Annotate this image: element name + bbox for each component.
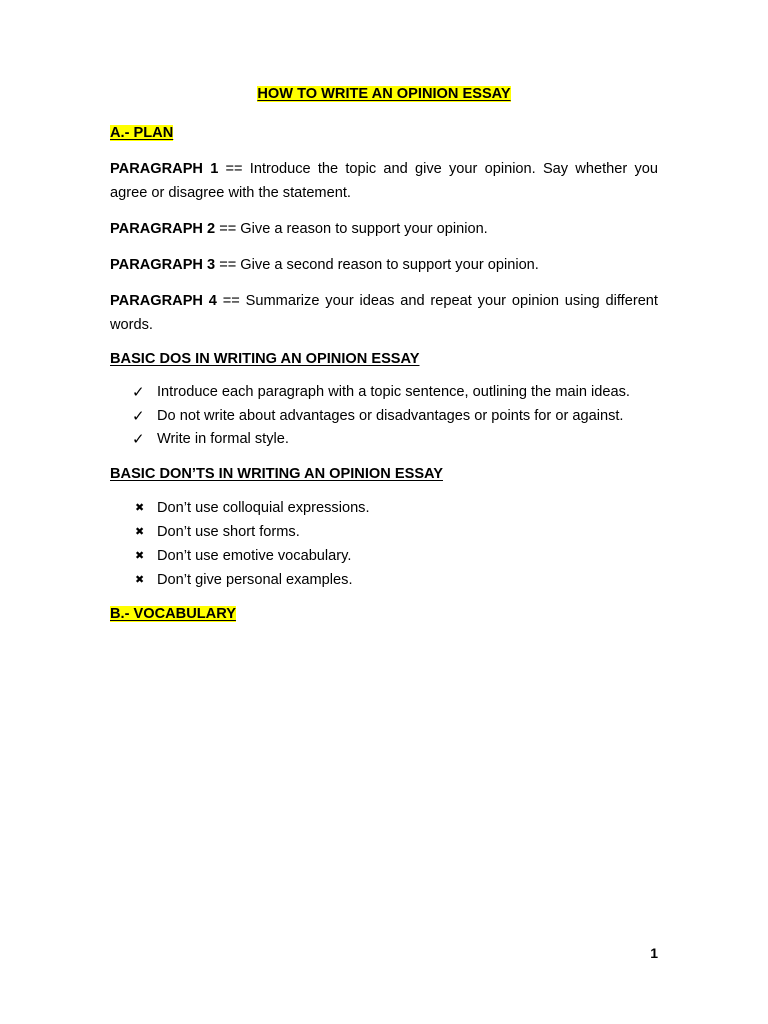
paragraph-2-instruction	[110, 217, 658, 241]
dos-item-text: Do not write about advantages or disadvantages or points for or against.	[157, 407, 624, 424]
paragraph-3-instruction	[110, 253, 658, 277]
donts-heading: BASIC DON’TS IN WRITING AN OPINION ESSAY	[110, 465, 443, 482]
cross-mark-icon: ✖	[135, 572, 145, 586]
page-number: 1	[650, 945, 658, 961]
paragraph-1-instruction	[110, 157, 658, 205]
list-item	[110, 520, 658, 544]
document-body	[110, 86, 658, 638]
list-item	[110, 405, 658, 429]
list-item	[110, 381, 658, 405]
dos-item-text: Introduce each paragraph with a topic sentence, outlining the main ideas.	[157, 384, 630, 400]
donts-item-text: Don’t use emotive vocabulary.	[157, 547, 352, 564]
donts-item-text: Don’t give personal examples.	[157, 571, 353, 588]
paragraph-2-text: == Give a reason to support your opinion.	[215, 221, 488, 237]
list-item	[110, 428, 658, 452]
section-b-heading: B.- VOCABULARY	[110, 605, 236, 622]
check-mark-icon: ✓	[132, 383, 145, 401]
check-mark-icon: ✓	[132, 406, 145, 425]
list-item	[110, 568, 658, 592]
paragraph-3-label: PARAGRAPH 3	[110, 257, 216, 273]
cross-mark-icon: ✖	[135, 524, 145, 538]
paragraph-3-text: == Give a second reason to support your opinion.	[215, 257, 539, 273]
paragraph-4-text: == Summarize your ideas and repeat your opinion using different words.	[110, 293, 658, 333]
list-item	[110, 496, 658, 520]
check-mark-icon: ✓	[132, 430, 145, 448]
cross-mark-icon: ✖	[135, 548, 145, 562]
paragraph-4-label: PARAGRAPH 4	[110, 293, 217, 309]
cross-mark-icon: ✖	[135, 500, 145, 514]
paragraph-4-instruction	[110, 289, 658, 337]
paragraph-1-text: == Introduce the topic and give your opinion. Say whether you agree or disagree with the statement.	[110, 161, 658, 201]
list-item	[110, 544, 658, 568]
dos-item-text: Write in formal style.	[157, 431, 289, 447]
donts-item-text: Don’t use short forms.	[157, 523, 300, 540]
section-a-heading-line	[110, 123, 658, 143]
paragraph-1-label: PARAGRAPH 1	[110, 161, 219, 177]
section-a-heading: A.- PLAN	[110, 125, 174, 141]
dos-heading: BASIC DOS IN WRITING AN OPINION ESSAY	[110, 351, 420, 367]
section-b-heading-line	[110, 604, 658, 624]
document-title: HOW TO WRITE AN OPINION ESSAY	[257, 86, 511, 102]
title-line	[110, 86, 658, 106]
dos-list	[110, 381, 658, 452]
donts-list	[110, 496, 658, 592]
donts-item-text: Don’t use colloquial expressions.	[157, 499, 370, 516]
paragraph-2-label: PARAGRAPH 2	[110, 221, 216, 237]
